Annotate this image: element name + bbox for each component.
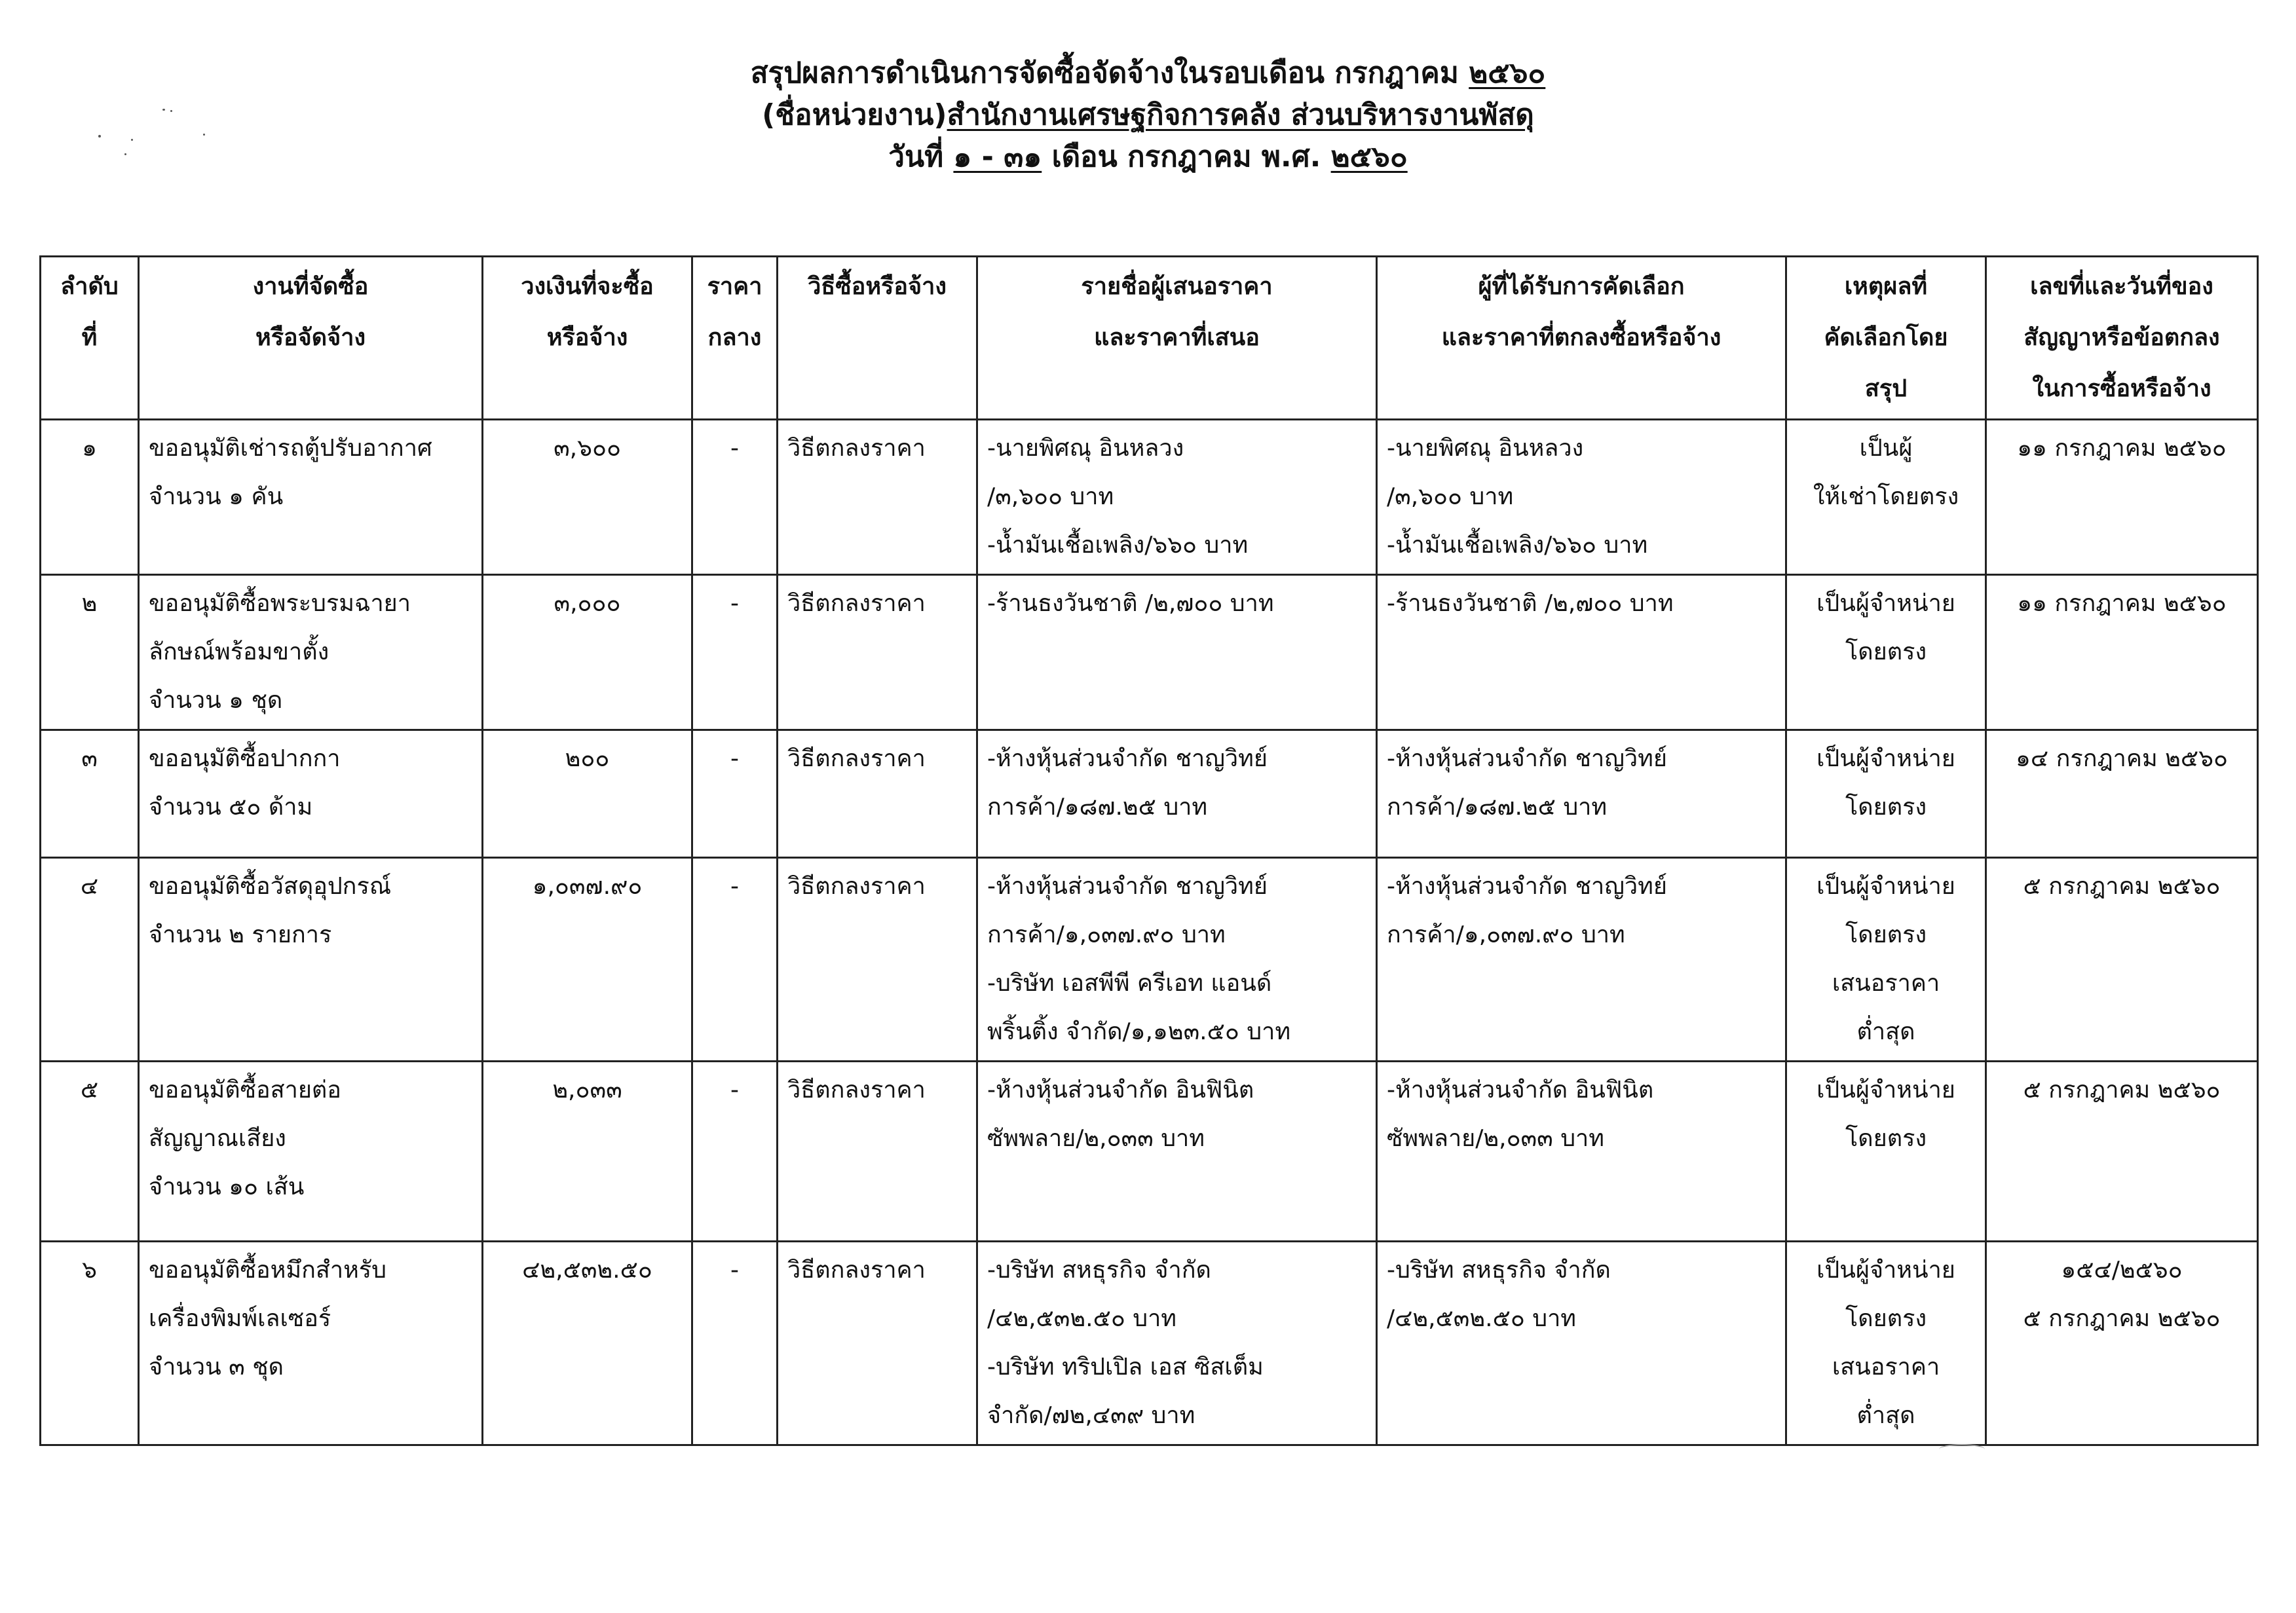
cell-selected xyxy=(1377,1242,1786,1445)
cell-median: - xyxy=(692,420,778,575)
header-col-method xyxy=(778,257,977,420)
cell-selected xyxy=(1377,730,1786,858)
cell-budget: ๔๒,๕๓๒.๕๐ xyxy=(483,1242,692,1445)
header-col-reason xyxy=(1786,257,1986,420)
header-label: เลขที่และวันที่ของ xyxy=(2030,273,2213,300)
header-label: ผู้ที่ได้รับการคัดเลือก xyxy=(1478,273,1685,300)
cell-median: - xyxy=(692,730,778,858)
selected-line: -ร้านธงวันชาติ /๒,๗๐๐ บาท xyxy=(1387,590,1674,617)
table-header-row xyxy=(41,257,2258,420)
cell-item xyxy=(139,1062,483,1242)
table-row xyxy=(41,1242,2258,1445)
selected-line: การค้า/๑,๐๓๗.๙๐ บาท xyxy=(1387,921,1625,948)
header-line-2 xyxy=(0,94,2296,136)
selected-line: -นายพิศณุ อินหลวง xyxy=(1387,435,1584,462)
item-line: ขออนุมัติซื้อหมึกสำหรับ xyxy=(149,1257,386,1284)
reason-line: เป็นผู้ xyxy=(1859,435,1913,462)
item-line: จำนวน ๑ ชุด xyxy=(149,687,283,714)
cell-contract xyxy=(1986,730,2258,858)
bidders-line: พริ้นติ้ง จำกัด/๑,๑๒๓.๕๐ บาท xyxy=(987,1018,1291,1045)
bidders-line: /๓,๖๐๐ บาท xyxy=(987,483,1114,510)
cell-reason xyxy=(1786,575,1986,730)
header-label: หรือจ้าง xyxy=(546,324,628,351)
cell-budget: ๒,๐๓๓ xyxy=(483,1062,692,1242)
cell-budget: ๓,๐๐๐ xyxy=(483,575,692,730)
cell-reason xyxy=(1786,858,1986,1062)
scan-specks xyxy=(85,105,216,157)
header-label: สัญญาหรือข้อตกลง xyxy=(2023,324,2220,351)
reason-line: เป็นผู้จำหน่าย xyxy=(1816,1077,1955,1103)
reason-line: เป็นผู้จำหน่าย xyxy=(1816,590,1955,617)
cell-method: วิธีตกลงราคา xyxy=(778,1062,977,1242)
cell-selected xyxy=(1377,575,1786,730)
header-label: ลำดับ xyxy=(60,273,119,300)
reason-line: เป็นผู้จำหน่าย xyxy=(1816,1257,1955,1284)
cell-budget: ๑,๐๓๗.๙๐ xyxy=(483,858,692,1062)
contract-line: ๑๑ กรกฎาคม ๒๕๖๐ xyxy=(2017,435,2227,462)
header-col-bidders xyxy=(977,257,1377,420)
cell-item xyxy=(139,575,483,730)
bidders-line: -น้ำมันเชื้อเพลิง/๖๖๐ บาท xyxy=(987,532,1249,559)
selected-line: -น้ำมันเชื้อเพลิง/๖๖๐ บาท xyxy=(1387,532,1648,559)
table-row xyxy=(41,575,2258,730)
bidders-line: /๔๒,๕๓๒.๕๐ บาท xyxy=(987,1305,1177,1332)
cell-median: - xyxy=(692,1242,778,1445)
header-line-1 xyxy=(0,52,2296,94)
selected-line: /๓,๖๐๐ บาท xyxy=(1387,483,1514,510)
header-label: สรุป xyxy=(1864,375,1908,402)
cell-reason xyxy=(1786,420,1986,575)
item-line: ลักษณ์พร้อมขาตั้ง xyxy=(149,639,329,665)
reason-line: เป็นผู้จำหน่าย xyxy=(1816,745,1955,772)
item-line: ขออนุมัติเช่ารถตู้ปรับอากาศ xyxy=(149,435,432,462)
cell-no: ๓ xyxy=(41,730,139,858)
header-label: เหตุผลที่ xyxy=(1844,273,1928,300)
header-label: วงเงินที่จะซื้อ xyxy=(521,273,654,300)
selected-line: -ห้างหุ้นส่วนจำกัด ชาญวิทย์ xyxy=(1387,745,1667,772)
header-label: และราคาที่ตกลงซื้อหรือจ้าง xyxy=(1441,324,1722,351)
item-line: ขออนุมัติซื้อพระบรมฉายา xyxy=(149,590,411,617)
date-year: ๒๕๖๐ xyxy=(1330,140,1408,174)
header-label: กลาง xyxy=(707,324,762,351)
bidders-line: การค้า/๑,๐๓๗.๙๐ บาท xyxy=(987,921,1226,948)
cell-budget: ๒๐๐ xyxy=(483,730,692,858)
cell-no: ๑ xyxy=(41,420,139,575)
header-label: วิธีซื้อหรือจ้าง xyxy=(808,273,947,300)
cell-contract xyxy=(1986,420,2258,575)
date-prefix: วันที่ xyxy=(888,140,954,174)
item-line: จำนวน ๑ คัน xyxy=(149,483,284,510)
reason-line: ต่ำสุด xyxy=(1856,1018,1915,1045)
header-label: ราคา xyxy=(707,273,762,300)
procurement-table xyxy=(39,255,2259,1446)
cell-bidders xyxy=(977,420,1377,575)
agency-name: สำนักงานเศรษฐกิจการคลัง ส่วนบริหารงานพัสดุ xyxy=(947,98,1534,132)
bidders-line: -ร้านธงวันชาติ /๒,๗๐๐ บาท xyxy=(987,590,1274,617)
table-row xyxy=(41,858,2258,1062)
cell-median: - xyxy=(692,575,778,730)
header-col-contract xyxy=(1986,257,2258,420)
table-row xyxy=(41,420,2258,575)
reason-line: เป็นผู้จำหน่าย xyxy=(1816,873,1955,900)
cell-bidders xyxy=(977,730,1377,858)
item-line: จำนวน ๕๐ ด้าม xyxy=(149,794,313,821)
bidders-line: -บริษัท สหธุรกิจ จำกัด xyxy=(987,1257,1211,1284)
bidders-line: ซัพพลาย/๒,๐๓๓ บาท xyxy=(987,1125,1205,1152)
cell-contract xyxy=(1986,575,2258,730)
reason-line: ต่ำสุด xyxy=(1856,1402,1915,1429)
reason-line: โดยตรง xyxy=(1845,1305,1927,1332)
cell-median: - xyxy=(692,858,778,1062)
cell-selected xyxy=(1377,1062,1786,1242)
header-label: ในการซื้อหรือจ้าง xyxy=(2032,375,2211,402)
cell-budget: ๓,๖๐๐ xyxy=(483,420,692,575)
cell-method: วิธีตกลงราคา xyxy=(778,858,977,1062)
cell-method: วิธีตกลงราคา xyxy=(778,420,977,575)
cell-method: วิธีตกลงราคา xyxy=(778,730,977,858)
cell-contract xyxy=(1986,1242,2258,1445)
cell-reason xyxy=(1786,1062,1986,1242)
bidders-line: -บริษัท เอสพีพี ครีเอท แอนด์ xyxy=(987,970,1272,997)
item-line: จำนวน ๓ ชุด xyxy=(149,1354,284,1381)
header-label: หรือจัดจ้าง xyxy=(255,324,366,351)
selected-line: -ห้างหุ้นส่วนจำกัด อินฟินิต xyxy=(1387,1077,1654,1103)
bidders-line: -นายพิศณุ อินหลวง xyxy=(987,435,1184,462)
contract-line: ๕ กรกฎาคม ๒๕๖๐ xyxy=(2023,873,2221,900)
header-line-3 xyxy=(0,136,2296,178)
cell-median: - xyxy=(692,1062,778,1242)
selected-line: ซัพพลาย/๒,๐๓๓ บาท xyxy=(1387,1125,1604,1152)
cell-bidders xyxy=(977,575,1377,730)
reason-line: โดยตรง xyxy=(1845,1125,1927,1152)
cell-bidders xyxy=(977,1062,1377,1242)
cell-bidders xyxy=(977,1242,1377,1445)
date-month: เดือน กรกฎาคม พ.ศ. xyxy=(1042,140,1331,174)
cell-no: ๖ xyxy=(41,1242,139,1445)
cell-contract xyxy=(1986,858,2258,1062)
cell-reason xyxy=(1786,1242,1986,1445)
reason-line: โดยตรง xyxy=(1845,794,1927,821)
contract-line: ๑๑ กรกฎาคม ๒๕๖๐ xyxy=(2017,590,2227,617)
reason-line: ให้เช่าโดยตรง xyxy=(1813,483,1959,510)
selected-line: -ห้างหุ้นส่วนจำกัด ชาญวิทย์ xyxy=(1387,873,1667,900)
table-row xyxy=(41,1062,2258,1242)
cell-item xyxy=(139,730,483,858)
bidders-line: -ห้างหุ้นส่วนจำกัด อินฟินิต xyxy=(987,1077,1254,1103)
item-line: ขออนุมัติซื้อสายต่อ xyxy=(149,1077,341,1103)
item-line: เครื่องพิมพ์เลเซอร์ xyxy=(149,1305,331,1332)
agency-prefix: (ชื่อหน่วยงาน) xyxy=(762,98,947,132)
selected-line: /๔๒,๕๓๒.๕๐ บาท xyxy=(1387,1305,1577,1332)
scan-mark xyxy=(1939,1444,1985,1455)
bidders-line: -ห้างหุ้นส่วนจำกัด ชาญวิทย์ xyxy=(987,745,1268,772)
reason-line: เสนอราคา xyxy=(1832,970,1940,997)
contract-line: ๑๕๔/๒๕๖๐ xyxy=(2061,1257,2183,1284)
header-col-budget xyxy=(483,257,692,420)
selected-line: การค้า/๑๘๗.๒๕ บาท xyxy=(1387,794,1608,821)
cell-bidders xyxy=(977,858,1377,1062)
contract-line: ๑๔ กรกฎาคม ๒๕๖๐ xyxy=(2016,745,2228,772)
header-col-no xyxy=(41,257,139,420)
header-label: และราคาที่เสนอ xyxy=(1094,324,1260,351)
header-year: ๒๕๖๐ xyxy=(1469,56,1546,90)
reason-line: โดยตรง xyxy=(1845,639,1927,665)
cell-selected xyxy=(1377,420,1786,575)
item-line: จำนวน ๑๐ เส้น xyxy=(149,1174,305,1200)
header-col-median xyxy=(692,257,778,420)
date-days: ๑ - ๓๑ xyxy=(953,140,1042,174)
header-col-item xyxy=(139,257,483,420)
header-label: คัดเลือกโดย xyxy=(1824,324,1948,351)
cell-item xyxy=(139,420,483,575)
reason-line: เสนอราคา xyxy=(1832,1354,1940,1381)
cell-contract xyxy=(1986,1062,2258,1242)
header-label: รายชื่อผู้เสนอราคา xyxy=(1081,273,1273,300)
document-header xyxy=(0,52,2296,178)
bidders-line: -ห้างหุ้นส่วนจำกัด ชาญวิทย์ xyxy=(987,873,1268,900)
item-line: ขออนุมัติซื้อวัสดุอุปกรณ์ xyxy=(149,873,392,900)
bidders-line: การค้า/๑๘๗.๒๕ บาท xyxy=(987,794,1208,821)
header-title: สรุปผลการดำเนินการจัดซื้อจัดจ้างในรอบเดือน กรกฎาคม xyxy=(750,56,1469,90)
cell-no: ๔ xyxy=(41,858,139,1062)
cell-no: ๕ xyxy=(41,1062,139,1242)
bidders-line: -บริษัท ทริปเปิล เอส ซิสเต็ม xyxy=(987,1354,1264,1381)
item-line: ขออนุมัติซื้อปากกา xyxy=(149,745,341,772)
cell-no: ๒ xyxy=(41,575,139,730)
cell-method: วิธีตกลงราคา xyxy=(778,575,977,730)
cell-method: วิธีตกลงราคา xyxy=(778,1242,977,1445)
table-row xyxy=(41,730,2258,858)
header-col-selected xyxy=(1377,257,1786,420)
header-label: งานที่จัดซื้อ xyxy=(252,273,369,300)
item-line: สัญญาณเสียง xyxy=(149,1125,286,1152)
header-label: ที่ xyxy=(81,324,98,351)
cell-selected xyxy=(1377,858,1786,1062)
contract-line: ๕ กรกฎาคม ๒๕๖๐ xyxy=(2023,1077,2221,1103)
item-line: จำนวน ๒ รายการ xyxy=(149,921,332,948)
cell-item xyxy=(139,1242,483,1445)
table-body xyxy=(41,420,2258,1445)
cell-reason xyxy=(1786,730,1986,858)
contract-line: ๕ กรกฎาคม ๒๕๖๐ xyxy=(2023,1305,2221,1332)
reason-line: โดยตรง xyxy=(1845,921,1927,948)
bidders-line: จำกัด/๗๒,๔๓๙ บาท xyxy=(987,1402,1195,1429)
cell-item xyxy=(139,858,483,1062)
selected-line: -บริษัท สหธุรกิจ จำกัด xyxy=(1387,1257,1611,1284)
